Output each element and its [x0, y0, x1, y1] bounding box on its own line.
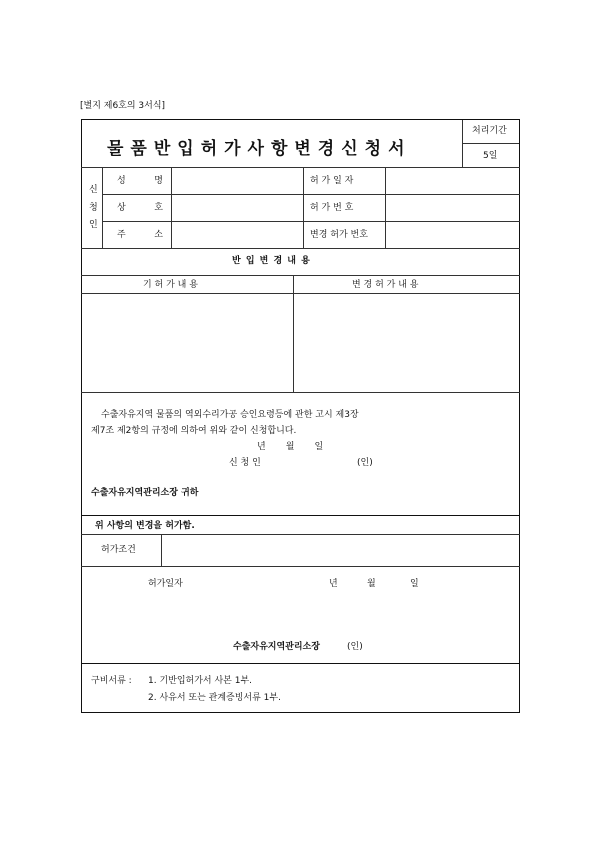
company-field[interactable]	[173, 196, 301, 220]
declaration-addressee: 수출자유지역관리소장 귀하	[91, 488, 199, 498]
form-title: 물품반입허가사항변경신청서	[107, 139, 412, 159]
applicant-row-line-2	[102, 221, 520, 222]
permit-date-label: 허 가 일 자	[310, 176, 354, 186]
approval-month: 월	[367, 579, 376, 589]
name-label: 성 명	[117, 176, 163, 186]
previous-permit-header: 기 허 가 내 용	[143, 280, 198, 290]
required-document-2: 2. 사유서 또는 관계증빙서류 1부.	[148, 693, 281, 703]
change-permit-number-field[interactable]	[387, 223, 518, 247]
applicant-label-divider	[171, 167, 172, 248]
address-label: 주 소	[117, 230, 163, 240]
content-bottom-line	[81, 392, 520, 393]
declaration-date: 년 월 일	[257, 442, 324, 452]
permit-date-field[interactable]	[387, 169, 518, 193]
content-heading-line	[81, 275, 520, 276]
permit-number-field[interactable]	[387, 196, 518, 220]
content-header-line	[81, 293, 520, 294]
approval-year: 년	[329, 579, 338, 589]
content-section-heading: 반 입 변 경 내 용	[232, 256, 311, 266]
form-reference: [별지 제6호의 3서식]	[80, 101, 166, 111]
declaration-applicant-label: 신 청 인	[229, 458, 261, 468]
approval-day: 일	[410, 579, 419, 589]
declaration-line-2: 제7조 제2항의 규정에 의하여 위와 같이 신청합니다.	[91, 426, 297, 436]
company-label: 상 호	[117, 203, 163, 213]
address-field[interactable]	[173, 223, 301, 247]
required-document-1: 1. 기반입허가서 사본 1부.	[148, 676, 253, 686]
title-bottom-line	[81, 167, 520, 168]
condition-bottom-line	[81, 566, 520, 567]
applicant-side-label-2: 청	[89, 203, 98, 213]
applicant-side-divider	[102, 167, 103, 248]
approval-statement-line	[81, 534, 520, 535]
processing-divider-h	[462, 143, 519, 144]
approval-seal: (인)	[347, 642, 363, 652]
approval-date-label: 허가일자	[148, 579, 183, 589]
applicant-side-label-3: 인	[89, 220, 98, 230]
approval-authority: 수출자유지역관리소장	[233, 642, 320, 652]
applicant-row-line-1	[102, 194, 520, 195]
processing-period-value: 5일	[483, 151, 498, 161]
declaration-seal: (인)	[357, 458, 373, 468]
applicant-right-divider	[385, 167, 386, 248]
changed-permit-content-area[interactable]	[295, 295, 518, 390]
change-permit-number-label: 변경 허가 번호	[310, 230, 368, 240]
required-documents-label: 구비서류 :	[91, 676, 132, 686]
condition-divider	[161, 534, 162, 566]
approval-statement: 위 사항의 변경을 허가함.	[95, 521, 195, 531]
applicant-side-label-1: 신	[89, 185, 98, 195]
permit-condition-field[interactable]	[163, 536, 518, 565]
changed-permit-header: 변 경 허 가 내 용	[352, 280, 419, 290]
permit-condition-label: 허가조건	[101, 545, 136, 555]
permit-number-label: 허 가 번 호	[310, 203, 354, 213]
processing-period-label: 처리기간	[472, 126, 507, 136]
declaration-line-1: 수출자유지역 물품의 역외수리가공 승인요령등에 관한 고시 제3장	[101, 410, 359, 420]
approval-bottom-line	[81, 663, 520, 664]
name-field[interactable]	[173, 169, 301, 193]
applicant-mid-divider	[303, 167, 304, 248]
declaration-bottom-line	[81, 515, 520, 516]
applicant-bottom-line	[81, 248, 520, 249]
previous-permit-content-area[interactable]	[83, 295, 291, 390]
